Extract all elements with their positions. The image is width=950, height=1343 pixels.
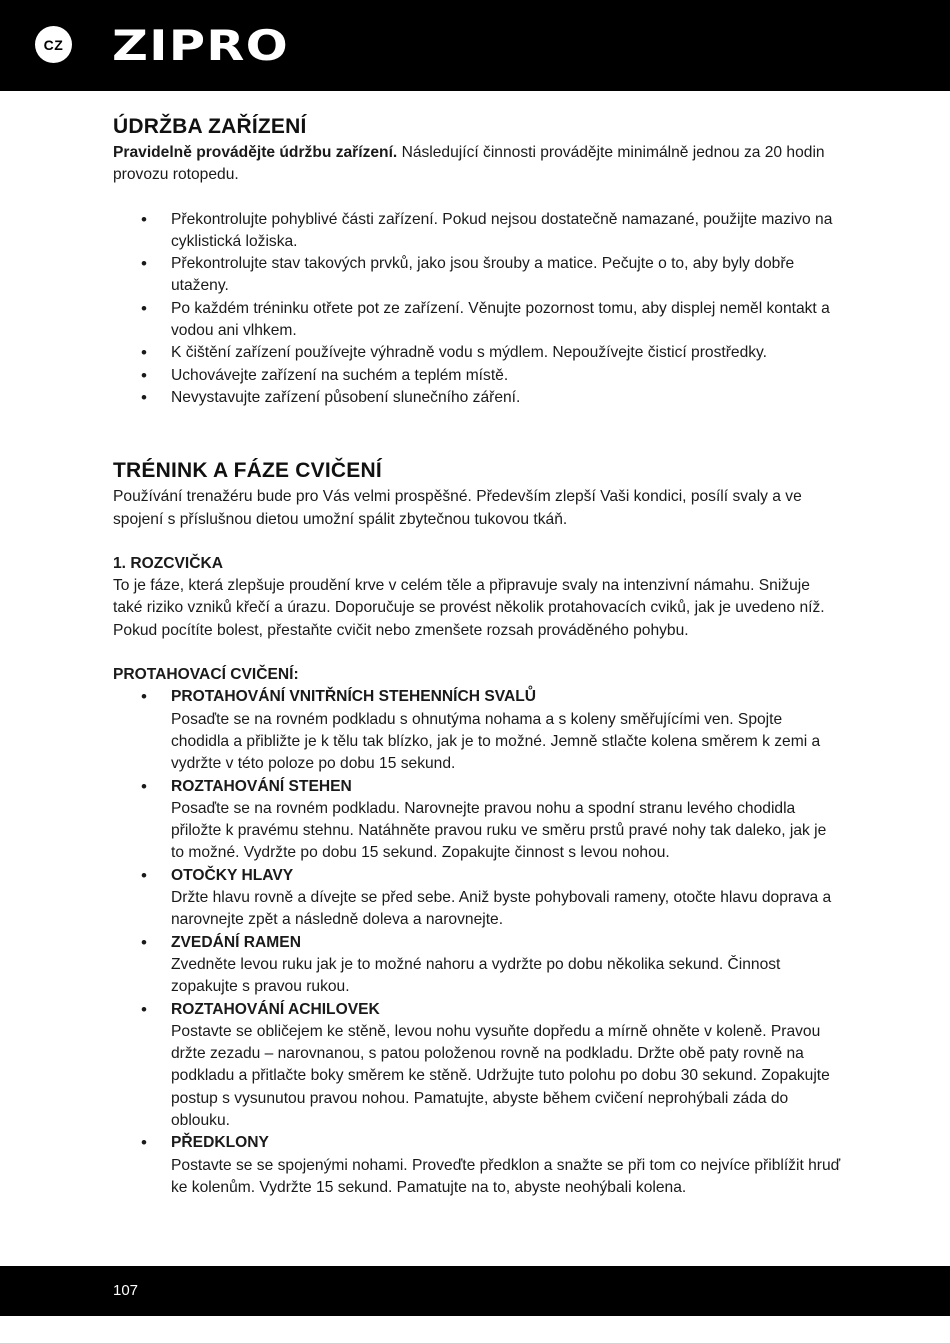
list-item <box>113 999 843 1133</box>
exercise-text: Držte hlavu rovně a dívejte se před sebe. Aniž byste pohybovali rameny, otočte hlavu doprava a narovnejte zpět a následně doleva a narovnejte. <box>171 889 832 929</box>
stretch-title: PROTAHOVACÍ CVIČENÍ: <box>113 666 299 684</box>
list-item <box>113 1132 843 1199</box>
list-item: • Uchovávejte zařízení na suchém a teplém místě. <box>113 365 843 387</box>
training-title: TRÉNINK A FÁZE CVIČENÍ <box>113 459 382 483</box>
list-item: • Překontrolujte stav takových prvků, jako jsou šrouby a matice. Pečujte o to, aby byly dobře utaženy. <box>113 253 843 298</box>
exercise-text: Zvedněte levou ruku jak je to možné nahoru a vydržte po dobu několika sekund. Činnost zopakujte s pravou rukou. <box>171 955 781 996</box>
language-badge: CZ <box>35 26 72 63</box>
exercise-title: • OTOČKY HLAVY <box>171 866 294 884</box>
brand-logo: ZIPRO <box>112 21 289 70</box>
maintenance-intro-bold: Pravidelně provádějte údržbu zařízení. <box>113 144 398 161</box>
training-intro: Používání trenažéru bude pro Vás velmi prospěšné. Především zlepší Vaši kondici, posílí svaly a ve spojení s příslušnou dietou umožní spálit zbytečnou tukovou tkáň. <box>113 488 802 528</box>
exercise-title: • PROTAHOVÁNÍ VNITŘNÍCH STEHENNÍCH SVALŮ <box>171 688 537 706</box>
warmup-text: To je fáze, která zlepšuje proudění krve v celém těle a připravuje svaly na intenzivní námahu. Snižuje také riziko vzniků křečí a úrazu. Doporučuje se provést několik protahovacích cviků, jak je uvedeno níž. Pokud pocítíte bolest, přestaňte cvičit nebo zmenšete rozsah prováděného pohybu. <box>113 577 825 639</box>
exercise-title: • ROZTAHOVÁNÍ STEHEN <box>171 777 352 795</box>
exercise-title: • ROZTAHOVÁNÍ ACHILOVEK <box>171 1000 380 1018</box>
exercise-title: • ZVEDÁNÍ RAMEN <box>171 933 301 951</box>
list-item: • Nevystavujte zařízení působení slunečního záření. <box>113 387 843 409</box>
list-item: • K čištění zařízení používejte výhradně vodu s mýdlem. Nepoužívejte čisticí prostředky. <box>113 342 843 364</box>
header-bar <box>0 0 950 91</box>
maintenance-intro <box>113 142 843 187</box>
footer-bar <box>0 1266 950 1316</box>
page-content <box>113 112 843 1199</box>
page-number: 107 <box>113 1282 139 1299</box>
maintenance-list <box>113 209 843 410</box>
exercise-text: Postavte se se spojenými nohami. Proveďte předklon a snažte se při tom co nejvíce přiblížit hruď ke kolenům. Vydržte 15 sekund. Pamatujte na to, abyste neohýbali kolena. <box>171 1156 841 1196</box>
warmup-title: 1. ROZCVIČKA <box>113 554 224 572</box>
exercise-text: Postavte se obličejem ke stěně, levou nohu vysuňte dopředu a mírně ohněte v koleně. Pravou držte zezadu – narovnanou, s patou položenou rovně na podkladu. Držte obě paty rovně na podkladu a přitlačte boky směrem ke stěně. Udržujte tuto polohu po dobu 30 sekund. Zopakujte postup s vysunutou pravou nohou. Pamatujte, abyste během cvičení neprohýbali záda do oblouku. <box>171 1022 830 1129</box>
list-item <box>113 776 843 865</box>
exercise-text: Posaďte se na rovném podkladu s ohnutýma nohama a s koleny směřujícími ven. Spojte chodidla a přibližte je k tělu tak blízko, jak je to možné. Jemně stlačte kolena směrem k zemi a vydržte v této poloze po dobu 15 sekund. <box>171 710 821 773</box>
list-item <box>113 932 843 999</box>
exercise-text: Posaďte se na rovném podkladu. Narovnejte pravou nohu a spodní stranu levého chodidla přiložte k pravému stehnu. Natáhněte pravou ruku ve směru prstů pravé nohy tak daleko, jak je to možné. Vydržte po dobu 15 sekund. Zopakujte činnost s levou nohou. <box>171 799 827 862</box>
list-item: • Překontrolujte pohyblivé části zařízení. Pokud nejsou dostatečně namazané, použijte mazivo na cyklistická ložiska. <box>113 209 843 254</box>
list-item <box>113 865 843 932</box>
maintenance-title: ÚDRŽBA ZAŘÍZENÍ <box>113 115 307 138</box>
maintenance-intro-text: Následující činnosti provádějte minimálně jednou za 20 hodin provozu rotopedu. <box>113 144 825 184</box>
exercise-list <box>113 686 843 1199</box>
list-item <box>113 686 843 775</box>
exercise-title: • PŘEDKLONY <box>171 1134 269 1152</box>
list-item: • Po každém tréninku otřete pot ze zařízení. Věnujte pozornost tomu, aby displej neměl kontakt a vodou ani vlhkem. <box>113 298 843 343</box>
